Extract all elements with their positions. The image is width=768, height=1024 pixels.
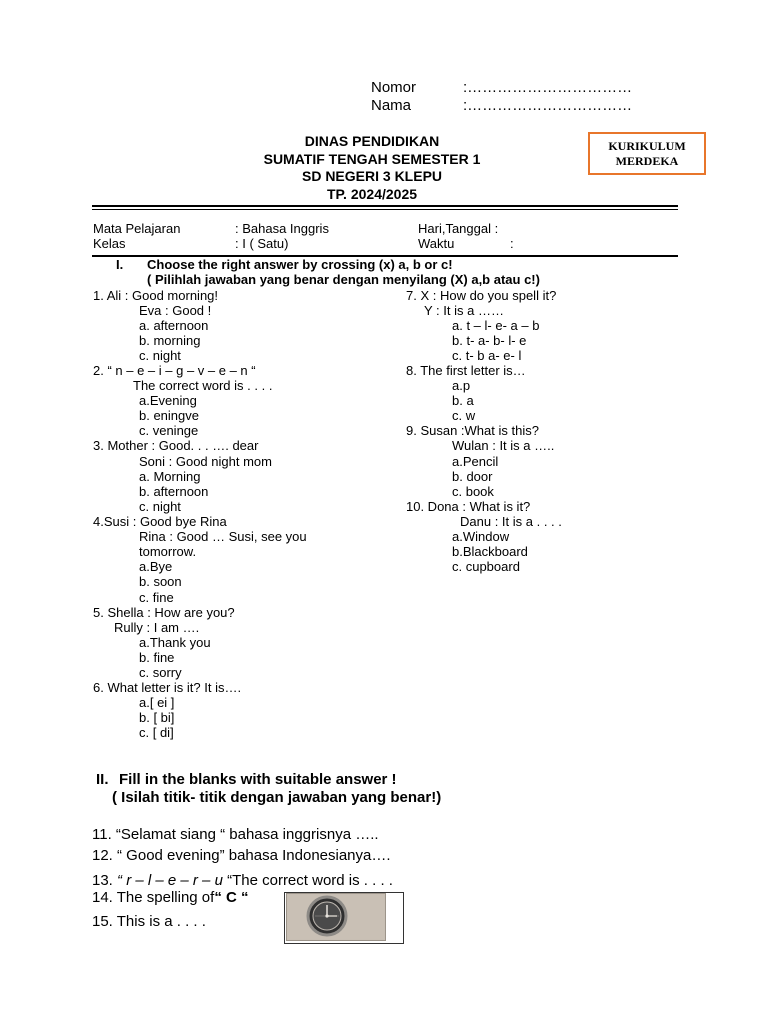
day-date-label: Hari,Tanggal : [418,221,499,236]
q1-line: Eva : Good ! [139,303,212,318]
q10-line: Danu : It is a . . . . [460,514,562,529]
q6-line: 6. What letter is it? It is…. [93,680,242,695]
q9-option-b: b. door [452,469,493,484]
subject-value: : Bahasa Inggris [235,221,329,236]
q10-option-c: c. cupboard [452,559,520,574]
class-value: : I ( Satu) [235,236,289,251]
q6-option-a: a.[ ei ] [139,695,175,710]
q5-option-c: c. sorry [139,665,182,680]
q10-line: 10. Dona : What is it? [406,499,531,514]
q3-option-b: b. afternoon [139,484,209,499]
section2-number: II. [96,771,109,788]
q13-letters: “ r – l – e – r – u [117,872,223,889]
q2-option-b: b. eningve [139,408,199,423]
section1-instruction-id: ( Pilihlah jawaban yang benar dengan menyilang (X) a,b atau c!) [147,272,540,287]
nama-label: Nama [371,97,412,114]
q2-option-c: c. veninge [139,423,199,438]
q7-option-c: c. t- b a- e- l [452,348,522,363]
q3-line: Soni : Good night mom [139,454,272,469]
q10-option-a: a.Window [452,529,510,544]
title-line-3: SD NEGERI 3 KLEPU [301,168,443,184]
q1-option-c: c. night [139,348,181,363]
q15-line: 15. This is a . . . . [92,913,206,930]
class-label: Kelas [93,236,126,251]
section1-instruction-en: Choose the right answer by crossing (x) a, b or c! [147,257,453,272]
q14-line [92,889,248,907]
q7-option-a: a. t – l- e- a – b [452,318,540,333]
header-divider-thick [92,205,678,207]
q4-option-b: b. soon [139,574,182,589]
q10-option-b: b.Blackboard [452,544,528,559]
q6-option-b: b. [ bi] [139,710,175,725]
q1-line: 1. Ali : Good morning! [93,288,219,303]
q9-line: 9. Susan :What is this? [406,423,539,438]
q2-option-a: a.Evening [139,393,197,408]
section1-number: I. [116,257,124,272]
q2-line: The correct word is . . . . [133,378,273,393]
nomor-label: Nomor [371,79,417,96]
curriculum-badge [588,132,706,175]
title-line-1: DINAS PENDIDIKAN [304,133,440,149]
q5-line: Rully : I am …. [114,620,200,635]
badge-line-1: KURIKULUM [608,139,686,153]
q14-text: 14. The spelling of [92,889,215,906]
nama-value: :…………………………… [463,97,633,114]
q4-option-c: c. fine [139,590,174,605]
q8-option-c: c. w [452,408,476,423]
q5-line: 5. Shella : How are you? [93,605,235,620]
q11-line: 11. “Selamat siang “ bahasa inggrisnya ….. [92,826,379,843]
q4-line: 4.Susi : Good bye Rina [93,514,227,529]
q4-line: Rina : Good … Susi, see you [139,529,307,544]
q5-option-b: b. fine [139,650,175,665]
q9-option-c: c. book [452,484,494,499]
header-divider-thin [92,209,678,210]
q8-line: 8. The first letter is… [406,363,526,378]
q2-line: 2. “ n – e – i – g – v – e – n “ [93,363,256,378]
section2-instruction-en: Fill in the blanks with suitable answer ! [119,771,397,788]
q9-option-a: a.Pencil [452,454,499,469]
time-label: Waktu [418,236,455,251]
q4-option-a: a.Bye [139,559,173,574]
nomor-value: :…………………………… [463,79,633,96]
q12-line: 12. “ Good evening” bahasa Indonesianya…. [92,847,391,864]
q7-line: 7. X : How do you spell it? [406,288,557,303]
q1-option-a: a. afternoon [139,318,209,333]
q9-line: Wulan : It is a ….. [452,438,555,453]
q13-text: “The correct word is . . . . [227,872,393,889]
time-colon: : [510,236,514,251]
q4-line: tomorrow. [139,544,197,559]
q6-option-c: c. [ di] [139,725,174,740]
q3-option-a: a. Morning [139,469,201,484]
q8-option-b: b. a [452,393,474,408]
q8-option-a: a.p [452,378,471,393]
q1-option-b: b. morning [139,333,201,348]
subject-label: Mata Pelajaran [93,221,181,236]
section2-instruction-id: ( Isilah titik- titik dengan jawaban yang benar!) [112,789,442,806]
q7-option-b: b. t- a- b- l- e [452,333,527,348]
q5-option-a: a.Thank you [139,635,211,650]
title-line-4: TP. 2024/2025 [326,186,418,202]
q14-letter: “ C “ [214,889,249,906]
q13-number: 13. [92,872,113,889]
q13-line [92,872,393,890]
badge-line-2: MERDEKA [615,154,679,168]
title-line-2: SUMATIF TENGAH SEMESTER 1 [263,151,481,167]
clock-icon [287,894,385,940]
q3-option-c: c. night [139,499,181,514]
q3-line: 3. Mother : Good. . . …. dear [93,438,259,453]
q7-line: Y : It is a …… [424,303,504,318]
clock-picture [286,893,386,941]
